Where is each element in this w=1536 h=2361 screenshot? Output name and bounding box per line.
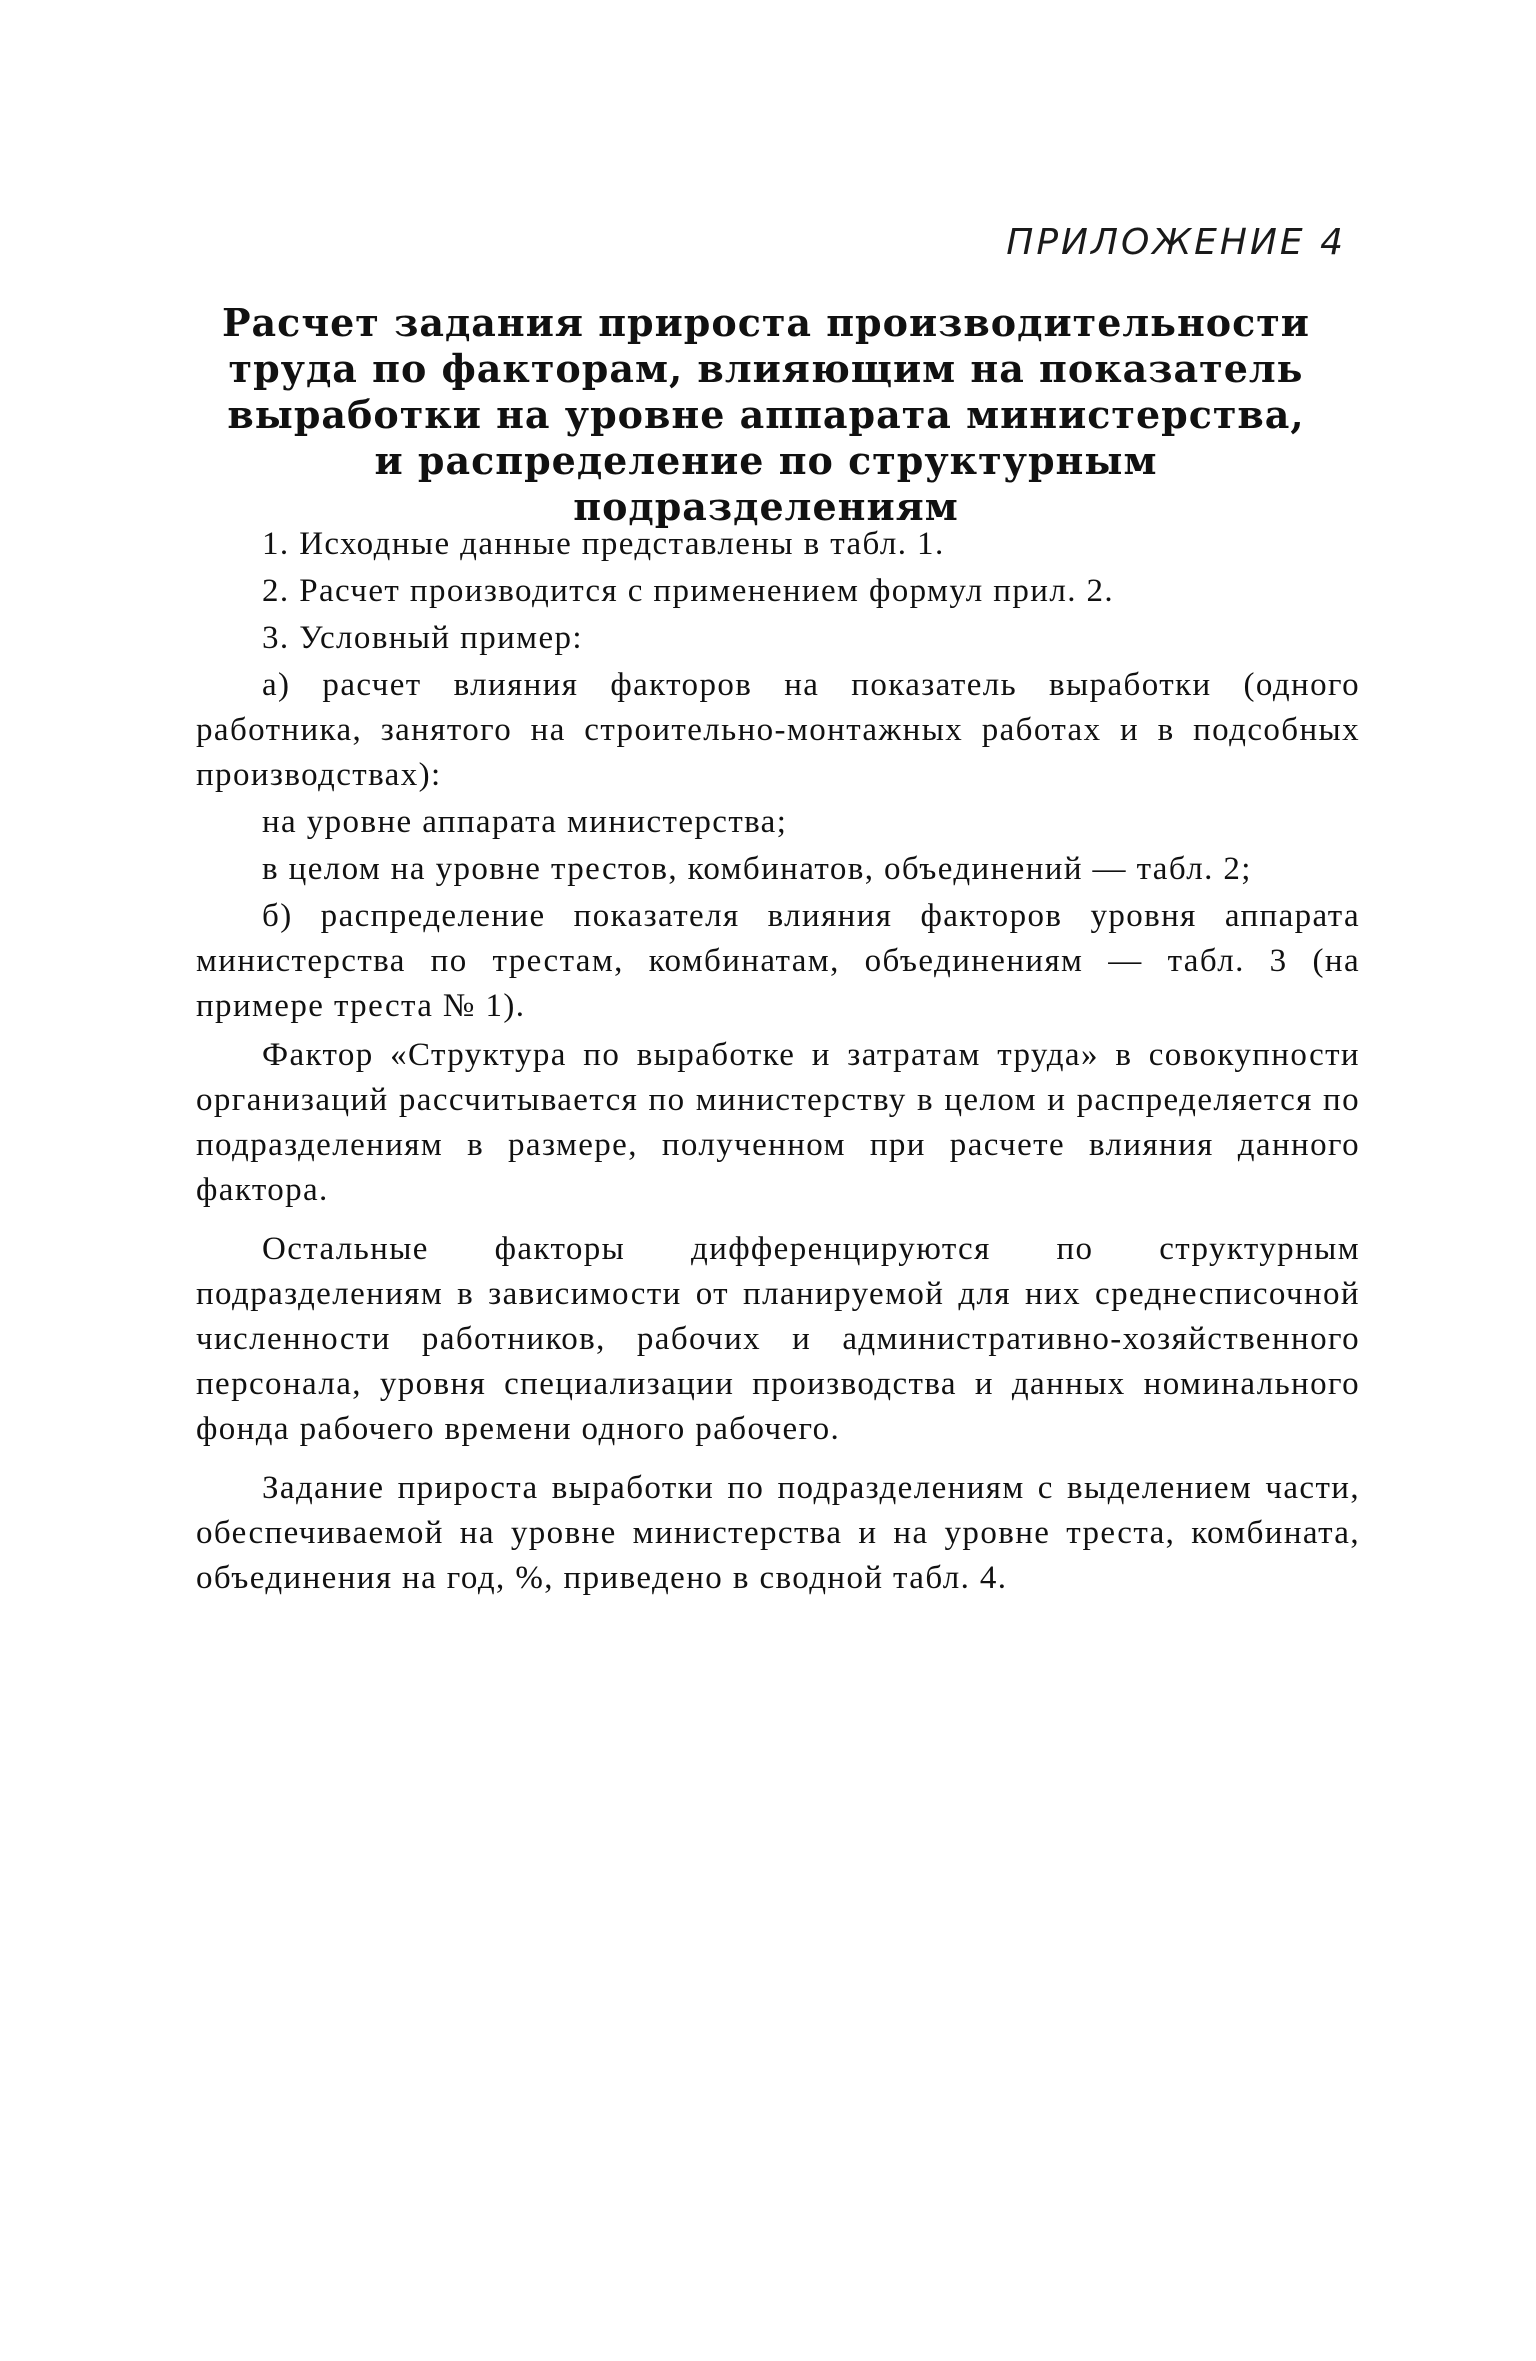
paragraph-other-factors: Остальные факторы дифференцируются по структурным подразделениям в зависимости от планируемой для них среднесписочной численности работников, рабочих и административно-хозяйственного персонала, уровня специализации производства и данных номинального фонда рабочего времени одного рабочего. <box>196 1231 1360 1447</box>
paragraph-trusts-level: в целом на уровне трестов, комбинатов, объединений — табл. 2; <box>262 851 1252 887</box>
paragraph-item-a: а) расчет влияния факторов на показатель выработки (одного работника, занятого на строительно-монтажных работах и в подсобных производствах): <box>196 667 1360 793</box>
document-body <box>196 522 1360 1603</box>
title-line: и распределение по структурным подразделениям <box>374 438 1158 529</box>
document-title <box>196 300 1336 530</box>
paragraph-calculation-method: 2. Расчет производится с применением формул прил. 2. <box>262 573 1115 609</box>
title-line: труда по факторам, влияющим на показатель <box>228 346 1304 391</box>
paragraph-source-data: 1. Исходные данные представлены в табл. 1. <box>262 526 945 562</box>
appendix-label: ПРИЛОЖЕНИЕ 4 <box>1006 222 1346 263</box>
paragraph-ministry-level: на уровне аппарата министерства; <box>262 804 788 840</box>
paragraph-summary-table: Задание прироста выработки по подразделениям с выделением части, обеспечиваемой на уровне министерства и на уровне треста, комбината, объединения на год, %, приведено в сводной табл. 4. <box>196 1470 1360 1596</box>
paragraph-item-b: б) распределение показателя влияния факторов уровня аппарата министерства по трестам, комбинатам, объединениям — табл. 3 (на примере треста № 1). <box>196 898 1360 1024</box>
title-line: Расчет задания прироста производительности <box>221 300 1310 345</box>
paragraph-structure-factor: Фактор «Структура по выработке и затратам труда» в совокупности организаций рассчитывается по министерству в целом и распределяется по подразделениям в размере, полученном при расчете влияния данного фактора. <box>196 1037 1360 1208</box>
paragraph-example-heading: 3. Условный пример: <box>262 620 583 656</box>
title-line: выработки на уровне аппарата министерства, <box>227 392 1305 437</box>
